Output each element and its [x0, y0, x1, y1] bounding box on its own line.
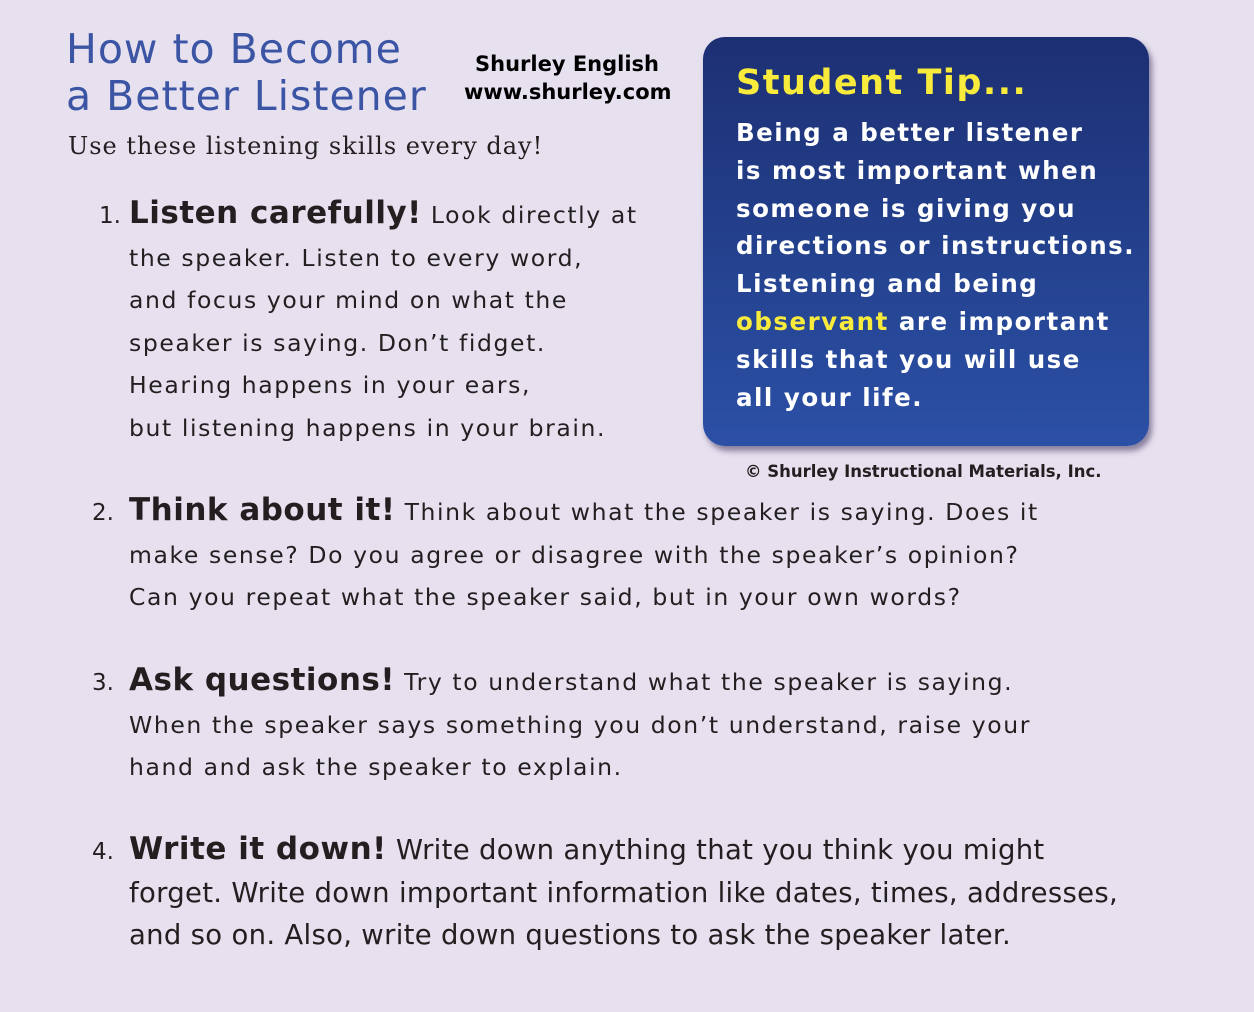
item-line: Can you repeat what the speaker said, but in your own words?	[129, 583, 962, 611]
student-tip-heading: Student Tip...	[736, 63, 1028, 103]
copyright-notice: © Shurley Instructional Materials, Inc.	[745, 462, 1102, 481]
publisher-credit	[464, 50, 670, 106]
item-line: the speaker. Listen to every word,	[129, 243, 584, 272]
title-line-2: a Better Listener	[66, 72, 427, 120]
item-line: Hearing happens in your ears,	[129, 371, 532, 399]
title-line-1: How to Become	[66, 25, 402, 73]
page-title	[66, 26, 427, 120]
item-first-line-rest: Look directly at	[421, 201, 638, 229]
student-tip-text	[736, 114, 1135, 416]
tip-line-1: Being a better listener	[736, 118, 1084, 147]
item-first-line	[129, 192, 638, 237]
tip-line-5: Listening and being	[736, 269, 1039, 299]
publisher-url: www.shurley.com	[464, 80, 672, 104]
item-number: 3.	[92, 670, 114, 696]
tip-line-8: all your life.	[736, 382, 924, 412]
student-tip-box	[703, 37, 1149, 446]
page-subtitle: Use these listening skills every day!	[68, 132, 544, 160]
item-lead: Write it down!	[129, 831, 387, 867]
item-line: forget. Write down important information like dates, times, addresses,	[129, 876, 1118, 909]
item-line: but listening happens in your brain.	[129, 413, 607, 442]
item-line: hand and ask the speaker to explain.	[129, 753, 623, 781]
item-text	[129, 659, 1031, 789]
item-line: When the speaker says something you don’t understand, raise your	[129, 710, 1031, 739]
publisher-name: Shurley English	[475, 52, 659, 76]
item-lead: Ask questions!	[129, 662, 395, 698]
item-text	[129, 192, 638, 449]
tip-line-3: someone is giving you	[736, 193, 1077, 223]
item-lead: Listen carefully!	[129, 195, 422, 231]
item-first-line-rest: Write down anything that you think you might	[386, 834, 1045, 866]
item-line: and so on. Also, write down questions to ask the speaker later.	[129, 919, 1012, 951]
item-lead: Think about it!	[129, 492, 396, 528]
tip-line-7: skills that you will use	[736, 344, 1081, 374]
tip-highlight-word: observant	[736, 306, 889, 336]
item-text	[129, 489, 1039, 619]
item-text	[129, 828, 1118, 957]
tip-line-2: is most important when	[736, 155, 1099, 185]
item-first-line	[129, 828, 1118, 872]
item-first-line-rest: Think about what the speaker is saying. Does it	[395, 498, 1039, 526]
item-number: 4.	[92, 839, 114, 865]
item-line: speaker is saying. Don’t fidget.	[129, 328, 546, 357]
item-line: and focus your mind on what the	[129, 286, 568, 314]
item-first-line-rest: Try to understand what the speaker is saying.	[395, 668, 1014, 696]
item-first-line	[129, 659, 1031, 704]
tip-line-6-rest: are important	[888, 306, 1110, 336]
item-line: make sense? Do you agree or disagree with the speaker’s opinion?	[129, 540, 1020, 569]
tip-line-4: directions or instructions.	[736, 231, 1136, 261]
tip-line-6	[736, 303, 1135, 341]
item-number: 2.	[92, 500, 114, 526]
item-first-line	[129, 489, 1039, 534]
item-number: 1.	[99, 203, 121, 229]
